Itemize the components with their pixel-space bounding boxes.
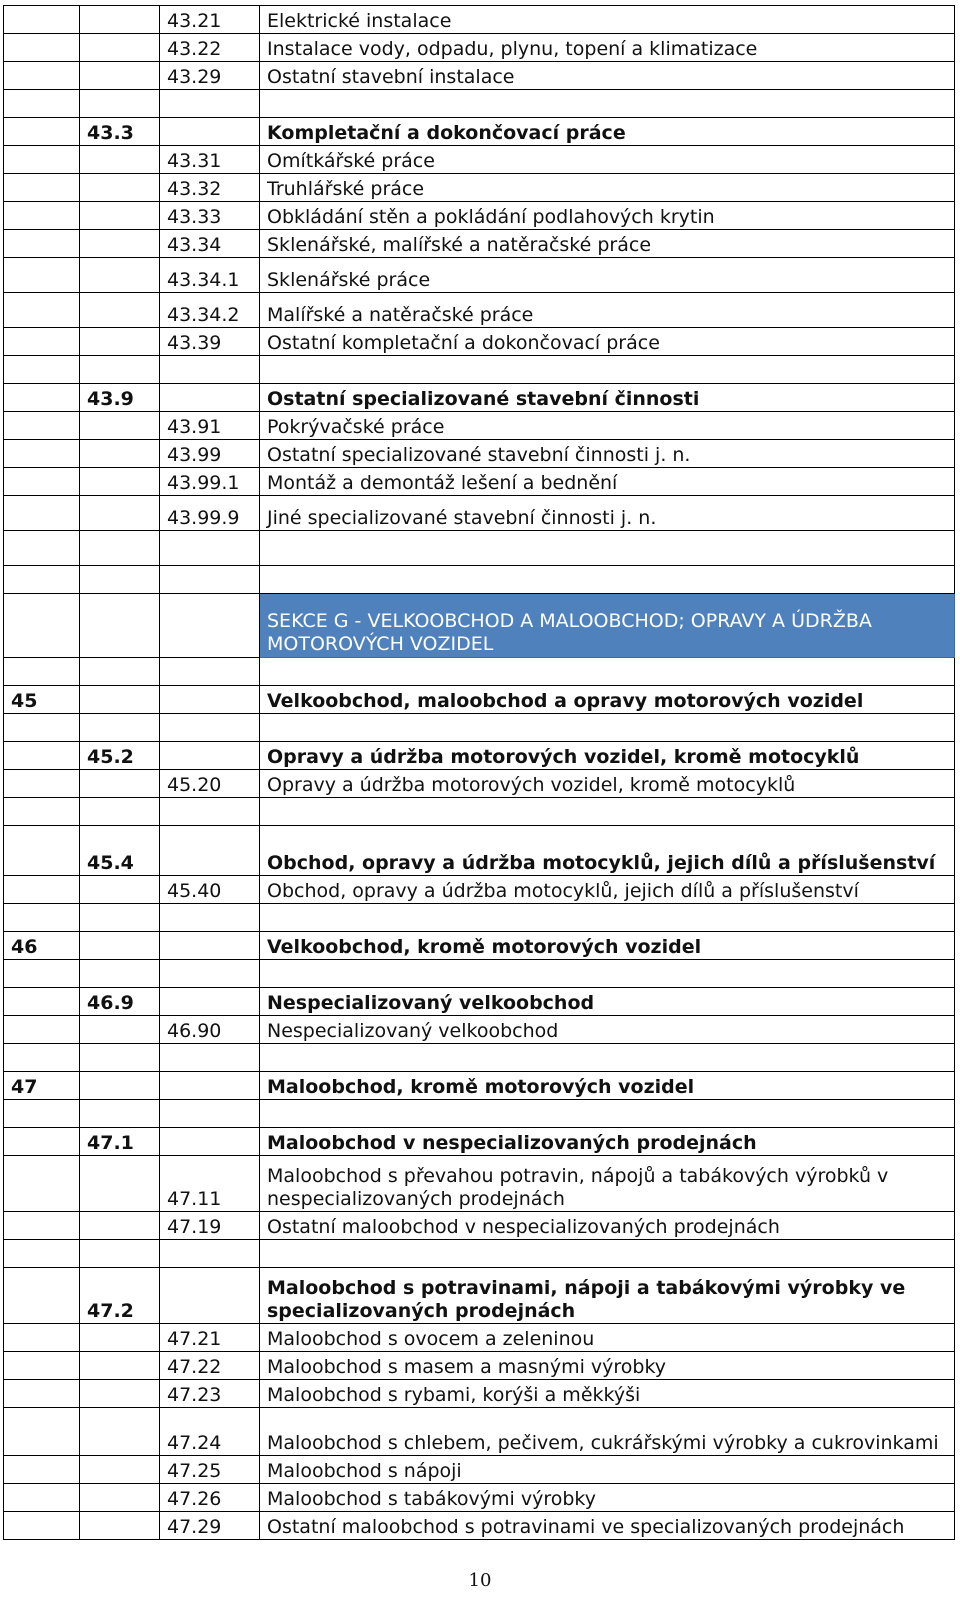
activity-code: 46 [4,932,80,960]
activity-code: 45.40 [160,876,260,904]
group-row [4,988,955,1016]
activity-code: 47.19 [160,1212,260,1240]
activity-name: Maloobchod s rybami, korýši a měkkýši [260,1380,955,1408]
activity-code: 43.33 [160,202,260,230]
activity-code: 43.34.1 [160,258,260,293]
empty-row [4,904,955,932]
activity-name: Instalace vody, odpadu, plynu, topení a klimatizace [260,34,955,62]
activity-name: Ostatní kompletační a dokončovací práce [260,328,955,356]
class-row [4,1324,955,1352]
activity-name: Obchod, opravy a údržba motocyklů, jejich dílů a příslušenství [260,876,955,904]
activity-name: Omítkářské práce [260,146,955,174]
activity-name: Maloobchod s chlebem, pečivem, cukrářskými výrobky a cukrovinkami [260,1408,955,1456]
activity-name: Maloobchod s potravinami, nápoji a tabákovými výrobky ve specializovaných prodejnách [260,1268,955,1324]
activity-name: Sklenářské práce [260,258,955,293]
empty-row [4,658,955,686]
activity-code: 47.1 [80,1128,160,1156]
activity-name: Montáž a demontáž lešení a bednění [260,468,955,496]
activity-name: Velkoobchod, maloobchod a opravy motorových vozidel [260,686,955,714]
activity-code: 45.2 [80,742,160,770]
activity-code: 47.26 [160,1484,260,1512]
division-row [4,1072,955,1100]
empty-row [4,566,955,594]
activity-name: Maloobchod s masem a masnými výrobky [260,1352,955,1380]
activity-name: Nespecializovaný velkoobchod [260,988,955,1016]
activity-name: Opravy a údržba motorových vozidel, kromě motocyklů [260,742,955,770]
activity-code: 47.24 [160,1408,260,1456]
activity-code: 45 [4,686,80,714]
empty-row [4,356,955,384]
activity-name: Maloobchod s tabákovými výrobky [260,1484,955,1512]
activity-name: Kompletační a dokončovací práce [260,118,955,146]
activity-name: Maloobchod, kromě motorových vozidel [260,1072,955,1100]
activity-code: 43.34 [160,230,260,258]
activity-code: 43.9 [80,384,160,412]
class-row [4,1456,955,1484]
class-row [4,1156,955,1212]
class-row [4,496,955,531]
activity-name: Truhlářské práce [260,174,955,202]
activity-name: Maloobchod v nespecializovaných prodejnách [260,1128,955,1156]
empty-row [4,714,955,742]
class-row [4,412,955,440]
activity-name: Obkládání stěn a pokládání podlahových krytin [260,202,955,230]
class-row [4,146,955,174]
class-row [4,1016,955,1044]
empty-row [4,798,955,826]
group-row [4,384,955,412]
activity-code: 43.99.9 [160,496,260,531]
activity-name: Nespecializovaný velkoobchod [260,1016,955,1044]
class-row [4,258,955,293]
activity-name: Velkoobchod, kromě motorových vozidel [260,932,955,960]
class-row [4,202,955,230]
activity-name: Maloobchod s nápoji [260,1456,955,1484]
activity-code: 43.32 [160,174,260,202]
activity-code: 47.22 [160,1352,260,1380]
activity-name: Ostatní maloobchod v nespecializovaných prodejnách [260,1212,955,1240]
page-number: 10 [468,1570,492,1591]
division-row [4,932,955,960]
activity-code: 47.23 [160,1380,260,1408]
activity-code: 43.34.2 [160,293,260,328]
activity-name: Jiné specializované stavební činnosti j. n. [260,496,955,531]
group-row [4,826,955,876]
activity-code: 45.20 [160,770,260,798]
empty-row [4,960,955,988]
activity-code: 43.22 [160,34,260,62]
activity-name: Maloobchod s ovocem a zeleninou [260,1324,955,1352]
class-row [4,440,955,468]
class-row [4,230,955,258]
class-row [4,174,955,202]
activity-code: 47.25 [160,1456,260,1484]
empty-row [4,1100,955,1128]
activity-name: Ostatní maloobchod s potravinami ve specializovaných prodejnách [260,1512,955,1540]
class-row [4,1212,955,1240]
activity-code: 47 [4,1072,80,1100]
activity-name: Maloobchod s převahou potravin, nápojů a tabákových výrobků v nespecializovaných prodejnách [260,1156,955,1212]
class-row [4,1484,955,1512]
class-row [4,1408,955,1456]
activity-code: 43.31 [160,146,260,174]
activity-code: 47.29 [160,1512,260,1540]
division-row [4,686,955,714]
nace-table-body [4,6,955,1540]
class-row [4,1380,955,1408]
activity-code: 43.3 [80,118,160,146]
empty-row [4,1240,955,1268]
activity-name: Opravy a údržba motorových vozidel, kromě motocyklů [260,770,955,798]
activity-code: 46.9 [80,988,160,1016]
class-row [4,1512,955,1540]
group-row [4,1268,955,1324]
activity-code: 47.2 [80,1268,160,1324]
activity-code: 43.29 [160,62,260,90]
activity-name: Ostatní specializované stavební činnosti j. n. [260,440,955,468]
class-row [4,876,955,904]
group-row [4,118,955,146]
empty-row [4,90,955,118]
group-row [4,1128,955,1156]
activity-code: 43.39 [160,328,260,356]
activity-code: 43.21 [160,6,260,34]
class-row [4,770,955,798]
activity-code: 47.21 [160,1324,260,1352]
activity-name: Pokrývačské práce [260,412,955,440]
empty-row [4,531,955,566]
activity-name: Malířské a natěračské práce [260,293,955,328]
class-row [4,62,955,90]
section-title: SEKCE G - VELKOOBCHOD A MALOOBCHOD; OPRAVY A ÚDRŽBA MOTOROVÝCH VOZIDEL [260,594,955,658]
activity-name: Obchod, opravy a údržba motocyklů, jejich dílů a příslušenství [260,826,955,876]
activity-code: 43.99.1 [160,468,260,496]
activity-name: Elektrické instalace [260,6,955,34]
activity-name: Ostatní specializované stavební činnosti [260,384,955,412]
activity-name: Sklenářské, malířské a natěračské práce [260,230,955,258]
activity-code: 45.4 [80,826,160,876]
class-row [4,293,955,328]
class-row [4,34,955,62]
activity-name: Ostatní stavební instalace [260,62,955,90]
activity-code: 43.91 [160,412,260,440]
activity-code: 47.11 [160,1156,260,1212]
nace-classification-table [3,5,955,1540]
activity-code: 43.99 [160,440,260,468]
class-row [4,328,955,356]
activity-code: 46.90 [160,1016,260,1044]
class-row [4,1352,955,1380]
section-header-row [4,594,955,658]
class-row [4,468,955,496]
empty-row [4,1044,955,1072]
class-row [4,6,955,34]
group-row [4,742,955,770]
